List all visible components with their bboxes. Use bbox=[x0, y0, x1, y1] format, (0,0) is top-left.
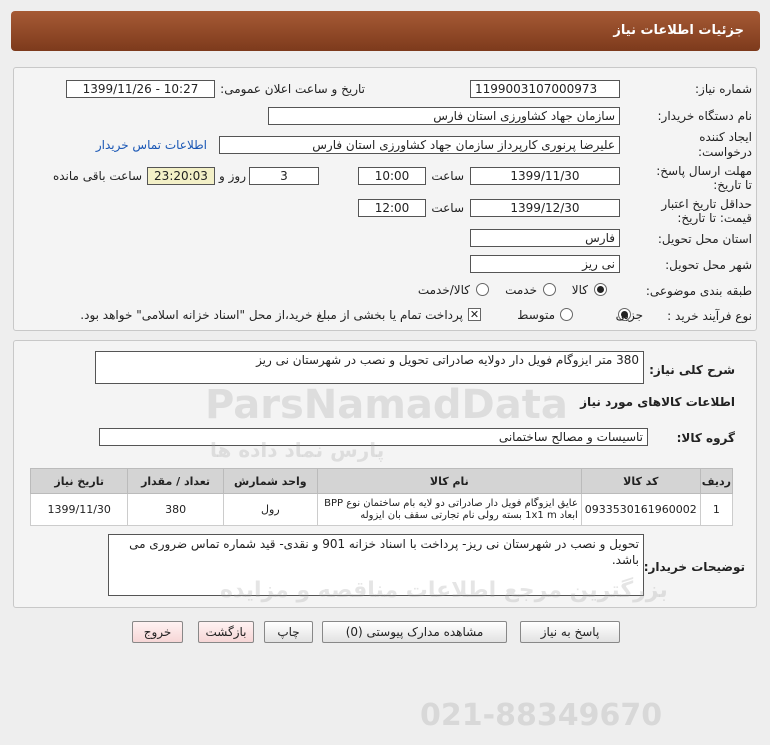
buyer-org-label: نام دستگاه خریدار: bbox=[657, 109, 752, 123]
watermark-phone: 021-88349670 bbox=[420, 698, 663, 733]
process-option-medium: متوسط bbox=[517, 308, 555, 322]
reply-button[interactable]: پاسخ به نیاز bbox=[520, 621, 620, 643]
process-radio-medium[interactable] bbox=[560, 308, 573, 321]
process-label: نوع فرآیند خرید : bbox=[667, 309, 752, 323]
goods-group-field: تاسیسات و مصالح ساختمانی bbox=[99, 428, 648, 446]
col-name: نام کالا bbox=[317, 469, 581, 494]
category-label: طبقه بندی موضوعی: bbox=[645, 284, 752, 298]
buyer-contact-link[interactable]: اطلاعات تماس خریدار bbox=[95, 138, 207, 152]
watermark-brand: ParsNamadData bbox=[205, 382, 568, 428]
goods-section-title: اطلاعات کالاهای مورد نیاز bbox=[580, 395, 735, 409]
row-index: 1 bbox=[700, 494, 732, 526]
buyer-notes-field: تحویل و نصب در شهرستان نی ریز- پرداخت با اسناد خزانه 901 و نقدی- قید شماره تماس ضروری می باشد. bbox=[108, 534, 644, 596]
table-row bbox=[31, 494, 733, 526]
category-radio-goods-service[interactable] bbox=[476, 283, 489, 296]
validity-time-field: 12:00 bbox=[358, 199, 426, 217]
days-label: روز و bbox=[219, 169, 246, 183]
exit-button[interactable]: خروج bbox=[132, 621, 183, 643]
print-button[interactable]: چاپ bbox=[264, 621, 313, 643]
deadline-label-1: مهلت ارسال پاسخ: bbox=[656, 164, 752, 178]
row-date: 1399/11/30 bbox=[31, 494, 128, 526]
category-option-goods: کالا bbox=[571, 283, 588, 297]
creator-field: علیرضا پرنوری کارپرداز سازمان جهاد کشاورزی استان فارس bbox=[219, 136, 620, 154]
treasury-payment-checkbox[interactable]: ✕ bbox=[469, 308, 480, 321]
process-option-minor: جزیی bbox=[615, 308, 643, 322]
col-unit: واحد شمارش bbox=[223, 469, 317, 494]
watermark-subtitle: بزرگترین مرجع اطلاعات مناقصه و مزایده bbox=[220, 578, 668, 603]
validity-date-field: 1399/12/30 bbox=[470, 199, 620, 217]
validity-label-2: قیمت: تا تاریخ: bbox=[677, 211, 752, 225]
page-header bbox=[11, 11, 760, 51]
view-attachments-button[interactable]: مشاهده مدارک پیوستی (0) bbox=[322, 621, 507, 643]
city-label: شهر محل تحویل: bbox=[665, 258, 752, 272]
announce-label: تاریخ و ساعت اعلان عمومی: bbox=[220, 82, 365, 96]
category-radio-goods[interactable] bbox=[594, 283, 607, 296]
treasury-payment-note: پرداخت تمام یا بخشی از مبلغ خرید،از محل "اسناد خزانه اسلامی" خواهد بود. bbox=[80, 308, 463, 322]
buyer-notes-label: توضیحات خریدار: bbox=[643, 560, 745, 574]
announce-field: 1399/11/26 - 10:27 bbox=[66, 80, 215, 98]
province-label: استان محل تحویل: bbox=[657, 232, 752, 246]
deadline-time-label: ساعت bbox=[431, 169, 464, 183]
category-radio-service[interactable] bbox=[543, 283, 556, 296]
need-number-label: شماره نیاز: bbox=[695, 82, 752, 96]
need-number-field: 1199003107000973 bbox=[470, 80, 620, 98]
province-field: فارس bbox=[470, 229, 620, 247]
validity-time-label: ساعت bbox=[431, 201, 464, 215]
creator-label-1: ایجاد کننده bbox=[699, 130, 752, 144]
deadline-label-2: تا تاریخ: bbox=[713, 178, 752, 192]
col-code: کد کالا bbox=[581, 469, 700, 494]
summary-field: 380 متر ایزوگام فویل دار دولایه صادراتی تحویل و نصب در شهرستان نی ریز bbox=[95, 351, 644, 384]
page-title: جزئیات اطلاعات نیاز bbox=[613, 23, 744, 38]
row-quantity: 380 bbox=[128, 494, 223, 526]
goods-group-label: گروه کالا: bbox=[676, 431, 735, 445]
category-option-goods-service: کالا/خدمت bbox=[417, 283, 470, 297]
summary-label: شرح کلی نیاز: bbox=[649, 363, 735, 377]
creator-label-2: درخواست: bbox=[698, 145, 752, 159]
remaining-time-label: ساعت باقی مانده bbox=[52, 169, 142, 183]
category-option-service: خدمت bbox=[505, 283, 537, 297]
watermark-title: پارس نماد داده ها bbox=[210, 438, 385, 462]
remaining-time-field: 23:20:03 bbox=[147, 167, 215, 185]
row-unit: رول bbox=[223, 494, 317, 526]
row-name: عایق ایزوگام فویل دار صادراتی دو لایه بام ساختمان نوع BPP ابعاد 1x1 m بسته رولی نام تجارتی سقف بان ایزوله bbox=[317, 494, 581, 526]
goods-table-header bbox=[31, 469, 733, 494]
col-date: تاریخ نیاز bbox=[31, 469, 128, 494]
deadline-time-field: 10:00 bbox=[358, 167, 426, 185]
days-remaining-field: 3 bbox=[249, 167, 319, 185]
col-index: ردیف bbox=[700, 469, 732, 494]
buyer-org-field: سازمان جهاد کشاورزی استان فارس bbox=[268, 107, 620, 125]
goods-table bbox=[30, 468, 733, 526]
city-field: نی ریز bbox=[470, 255, 620, 273]
validity-label-1: حداقل تاریخ اعتبار bbox=[661, 197, 752, 211]
deadline-date-field: 1399/11/30 bbox=[470, 167, 620, 185]
back-button[interactable]: بازگشت bbox=[198, 621, 254, 643]
col-quantity: تعداد / مقدار bbox=[128, 469, 223, 494]
row-code: 0933530161960002 bbox=[581, 494, 700, 526]
